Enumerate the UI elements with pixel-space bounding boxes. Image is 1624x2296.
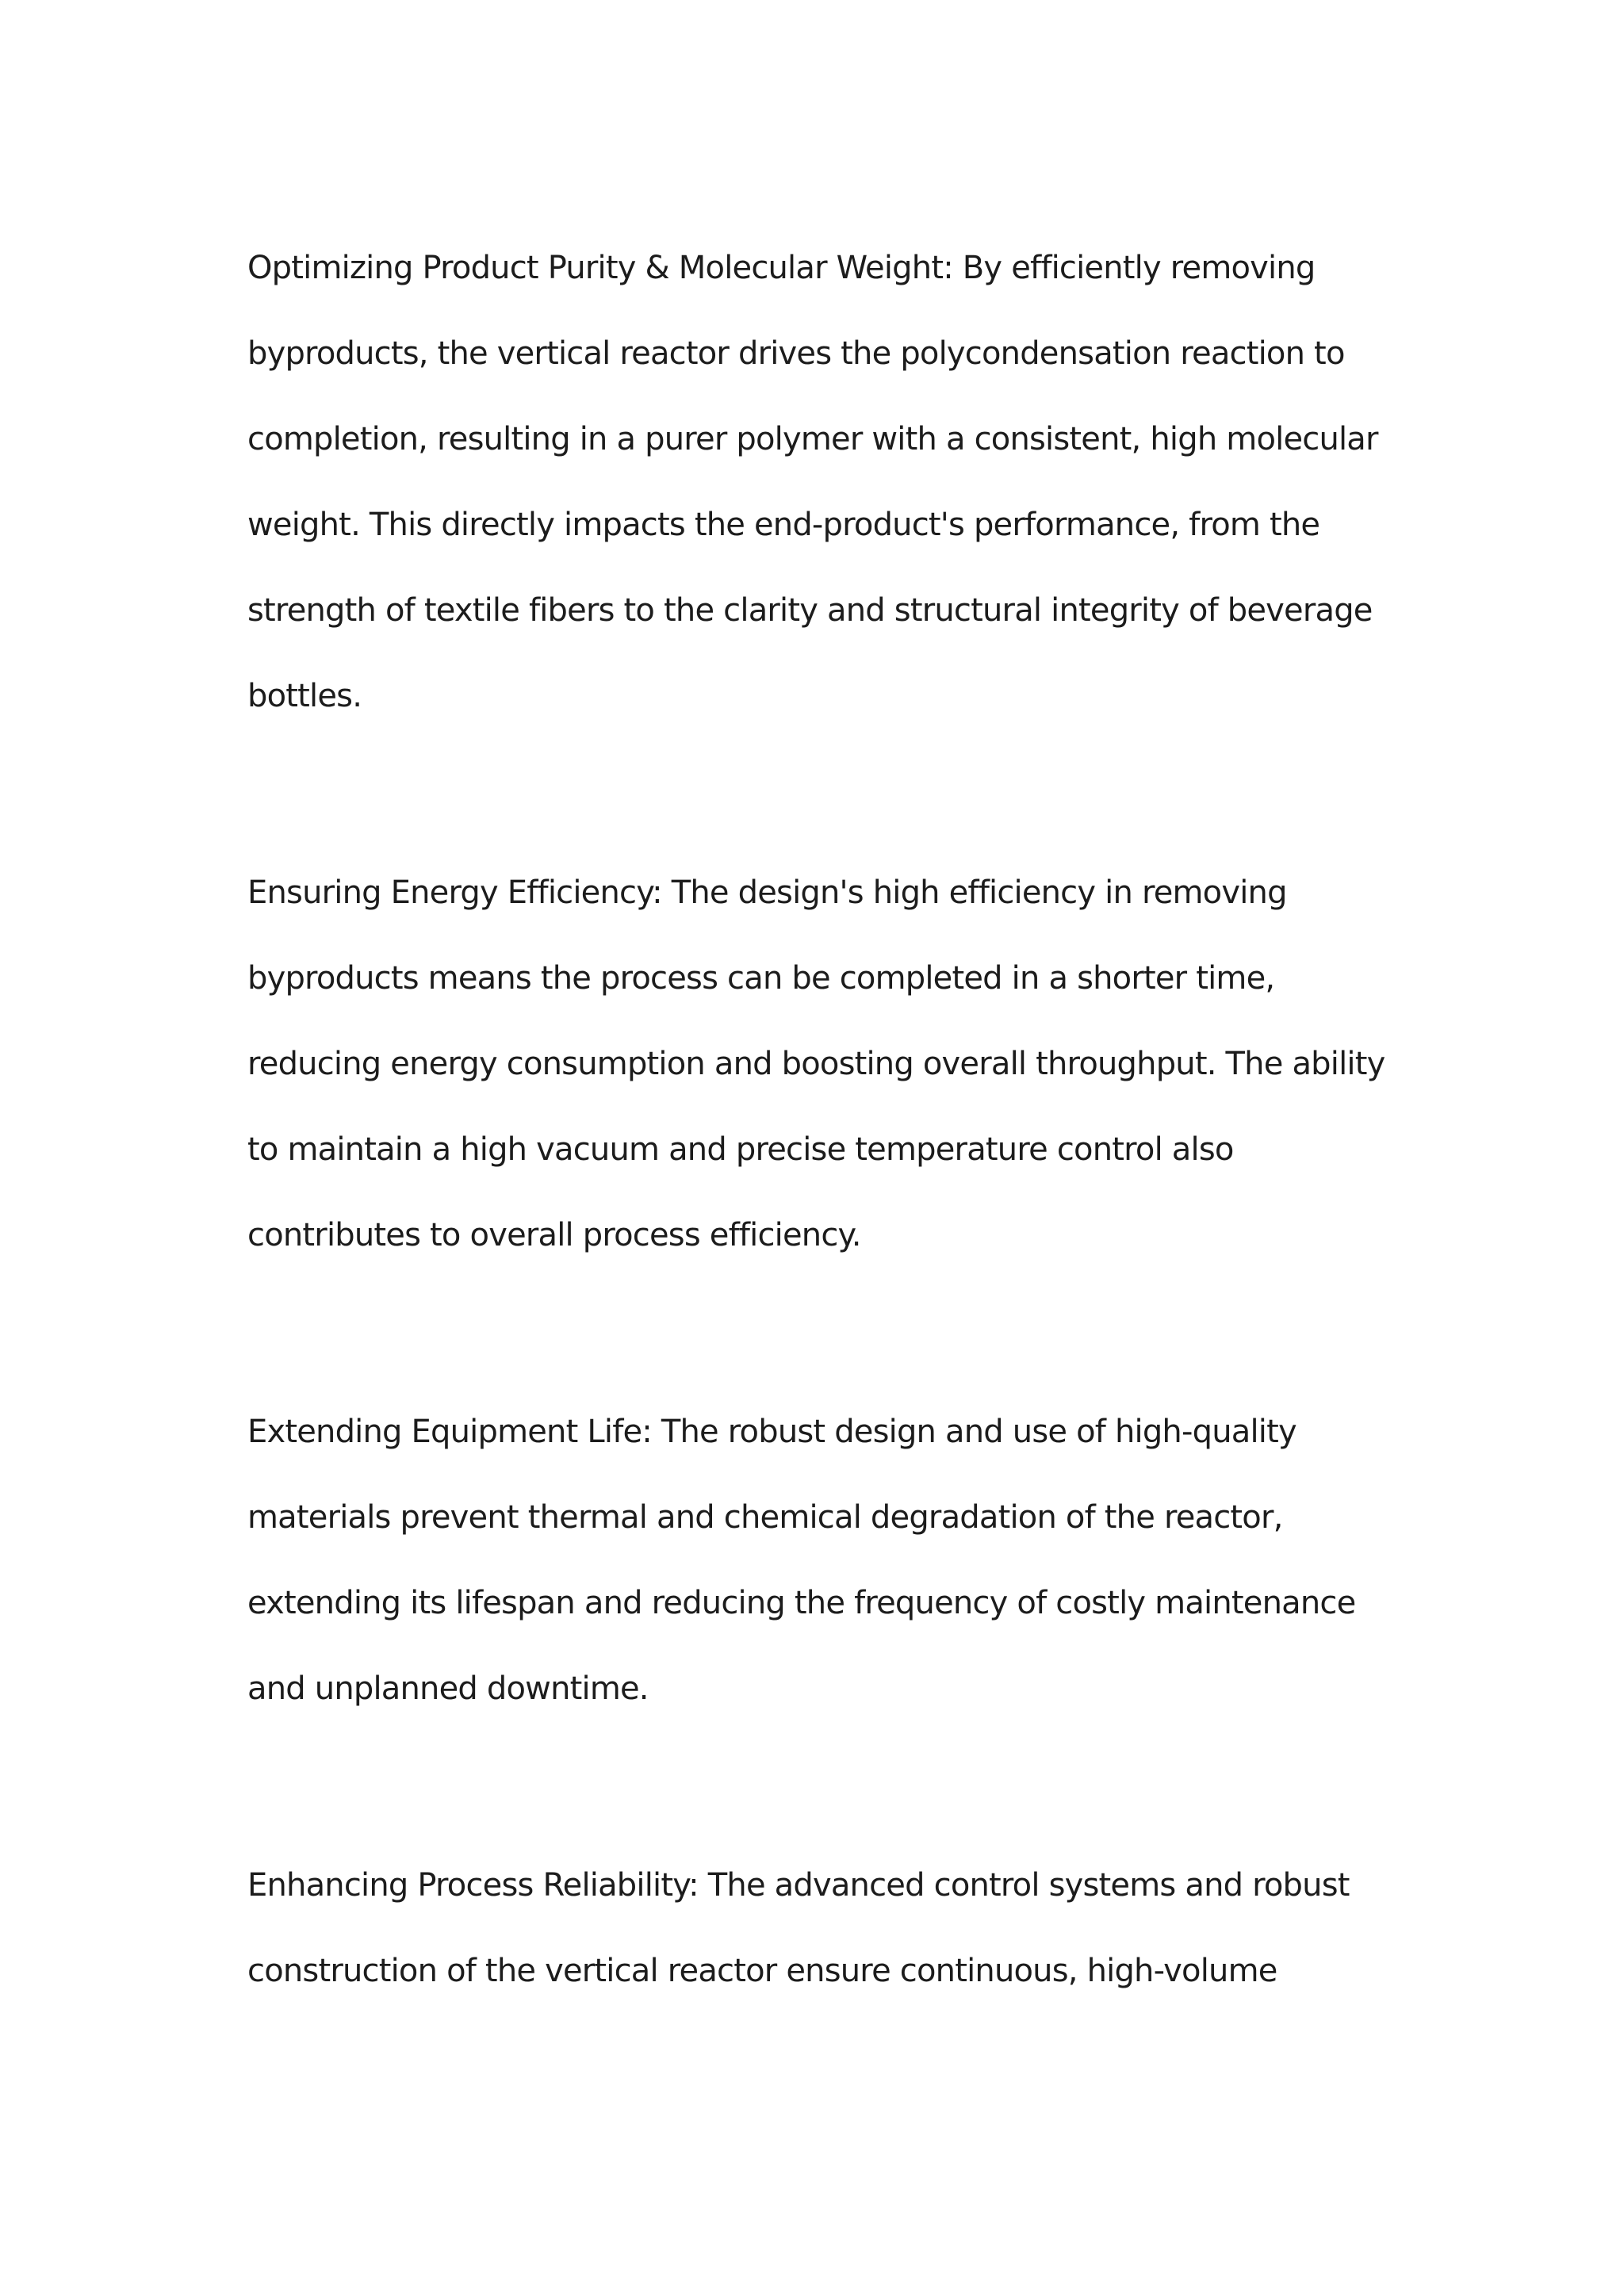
paragraph-energy-efficiency: Ensuring Energy Efficiency: The design's high efficiency in removing byproducts means the process can be completed in a shorter time, reducing energy consumption and boosting overall throughput. The ability to maintain a high vacuum and precise temperature control also contributes to overall process efficiency. xyxy=(247,874,1385,1253)
paragraph-equipment-life: Extending Equipment Life: The robust design and use of high-quality materials prevent thermal and chemical degradation of the reactor, extending its lifespan and reducing the frequency of costly maintenance and unplanned downtime. xyxy=(247,1414,1356,1707)
document-body xyxy=(247,225,1389,2014)
paragraph-process-reliability: Enhancing Process Reliability: The advanced control systems and robust construction of the vertical reactor ensure continuous, high-volume xyxy=(247,1867,1350,1989)
paragraph-product-purity: Optimizing Product Purity & Molecular Weight: By efficiently removing byproducts, the vertical reactor drives the polycondensation reaction to completion, resulting in a purer polymer with a consistent, high molecular weight. This directly impacts the end-product's performance, from the strength of textile fibers to the clarity and structural integrity of beverage bottles. xyxy=(247,250,1378,714)
